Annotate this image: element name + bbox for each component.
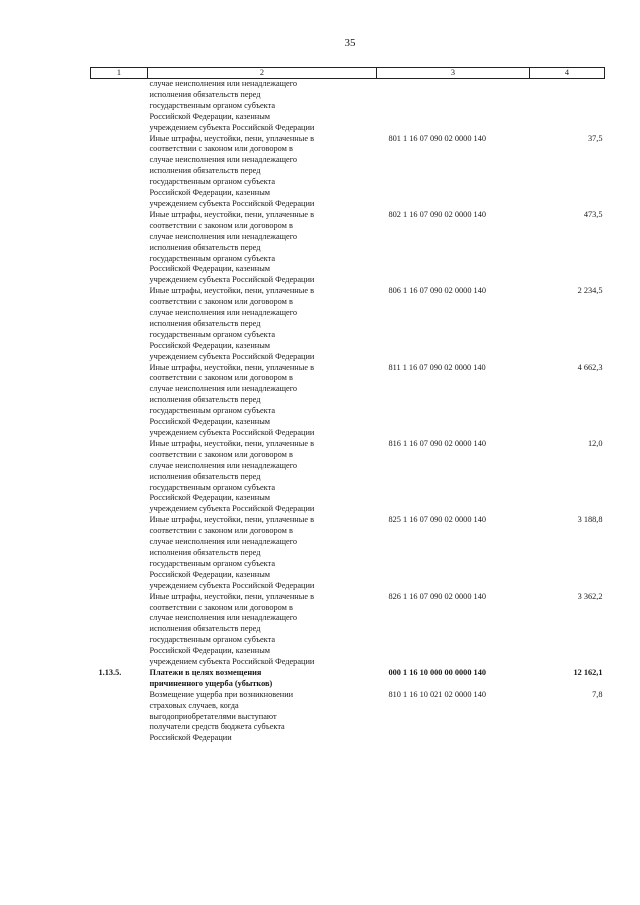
row-amount: 4 662,3	[577, 362, 603, 372]
row-code: 826 1 16 07 090 02 0000 140	[388, 591, 486, 601]
table-row	[91, 690, 605, 745]
row-amount: 7,8	[592, 689, 603, 699]
table-row	[91, 592, 605, 668]
page-number: 35	[344, 37, 356, 49]
section-code: 000 1 16 10 000 00 0000 140	[388, 667, 486, 677]
section-amount: 12 162,1	[573, 667, 603, 677]
row-code: 816 1 16 07 090 02 0000 140	[388, 438, 486, 448]
table-row	[91, 134, 605, 210]
section-number: 1.13.5.	[98, 667, 122, 677]
budget-table	[90, 67, 605, 744]
row-amount: 37,5	[587, 133, 603, 143]
row-amount: 3 362,2	[577, 591, 603, 601]
table-row	[91, 363, 605, 439]
column-3-header: 3	[377, 68, 530, 79]
row-amount: 3 188,8	[577, 515, 603, 525]
table-row	[91, 439, 605, 515]
section-name: Платежи в целях возмещения причиненного ущерба (убытков)	[149, 667, 273, 688]
row-amount: 2 234,5	[577, 286, 603, 296]
row-amount: 473,5	[583, 209, 603, 219]
row-code: 811 1 16 07 090 02 0000 140	[388, 362, 486, 372]
row-code: 825 1 16 07 090 02 0000 140	[388, 515, 486, 525]
row-code: 802 1 16 07 090 02 0000 140	[388, 209, 486, 219]
row-name: Иные штрафы, неустойки, пени, уплаченные в соответствии с законом или договором в случае неисполнения или ненадлежащего исполнения обязательств перед государственным органом субъекта Российской Федерации, казенным учреждением субъекта Российской Федерации	[149, 286, 315, 361]
row-name: Иные штрафы, неустойки, пени, уплаченные в соответствии с законом или договором в случае неисполнения или ненадлежащего исполнения обязательств перед государственным органом субъекта Российской Федерации, казенным учреждением субъекта Российской Федерации	[149, 133, 315, 208]
column-1-header: 1	[91, 68, 148, 79]
row-name: Иные штрафы, неустойки, пени, уплаченные в соответствии с законом или договором в случае неисполнения или ненадлежащего исполнения обязательств перед государственным органом субъекта Российской Федерации, казенным учреждением субъекта Российской Федерации	[149, 515, 315, 590]
row-code: 801 1 16 07 090 02 0000 140	[388, 133, 486, 143]
row-code: 806 1 16 07 090 02 0000 140	[388, 286, 486, 296]
continuation-row	[91, 79, 605, 134]
column-4-header: 4	[530, 68, 605, 79]
table-row	[91, 515, 605, 591]
row-code: 810 1 16 10 021 02 0000 140	[388, 689, 486, 699]
row-amount: 12,0	[587, 438, 603, 448]
row-name: Иные штрафы, неустойки, пени, уплаченные в соответствии с законом или договором в случае неисполнения или ненадлежащего исполнения обязательств перед государственным органом субъекта Российской Федерации, казенным учреждением субъекта Российской Федерации	[149, 362, 315, 437]
continuation-text: случае неисполнения или ненадлежащего исполнения обязательств перед государственным органом субъекта Российской Федерации, казенным учреждением субъекта Российской Федерации	[149, 79, 315, 132]
row-name: Иные штрафы, неустойки, пени, уплаченные в соответствии с законом или договором в случае неисполнения или ненадлежащего исполнения обязательств перед государственным органом субъекта Российской Федерации, казенным учреждением субъекта Российской Федерации	[149, 591, 315, 667]
row-name: Иные штрафы, неустойки, пени, уплаченные в соответствии с законом или договором в случае неисполнения или ненадлежащего исполнения обязательств перед государственным органом субъекта Российской Федерации, казенным учреждением субъекта Российской Федерации	[149, 209, 315, 285]
table-row	[91, 286, 605, 362]
table-row	[91, 210, 605, 286]
column-2-header: 2	[148, 68, 377, 79]
column-number-header	[91, 68, 605, 79]
row-name: Иные штрафы, неустойки, пени, уплаченные в соответствии с законом или договором в случае неисполнения или ненадлежащего исполнения обязательств перед государственным органом субъекта Российской Федерации, казенным учреждением субъекта Российской Федерации	[149, 438, 315, 514]
row-name: Возмещение ущерба при возникновении страховых случаев, когда выгодоприобретателями выступают получатели средств бюджета субъекта Российской Федерации	[149, 689, 294, 743]
section-row	[91, 668, 605, 690]
